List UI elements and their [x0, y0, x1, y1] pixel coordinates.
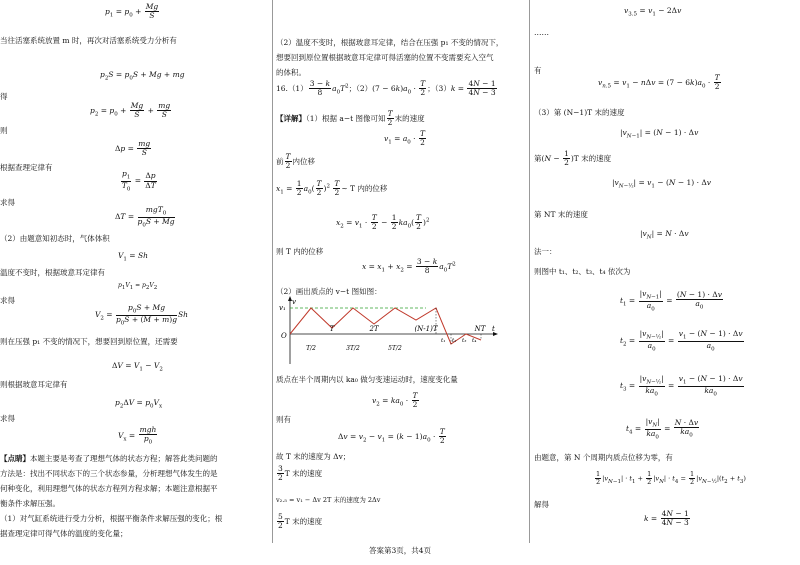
- note-line: （1）对气缸系统进行受力分析，根据平衡条件求解压强的变化；根: [0, 514, 223, 523]
- eq-p1-def: $p_1 = p_0$ + $\frac{Mg}{S}$: [105, 2, 159, 21]
- eq-v2: $v_2 = ka_0$ · $\frac{T}{2}$: [372, 391, 418, 410]
- v1-label: v₁: [279, 304, 286, 312]
- text-line: 故 T 末的速度为 Δv；: [276, 452, 351, 461]
- eq-displacement: $\frac{1}{2}$ $|v_{N-1}| \cdot t_1$ + $\frac{1}{2}$ $|v_N| \cdot t_4$ = $\frac{1}{2}$ $|v_{N-\frac{1}{2}}|(t_2 + t_3)$: [596, 470, 746, 487]
- page-footer: 答案第3页，共4页: [368, 546, 432, 555]
- sub-label: t₃: [462, 338, 467, 344]
- text-line: 求得: [0, 296, 15, 305]
- text-line: 则在压强 p₁ 不变的情况下，想要回到原位置，还需要: [0, 337, 178, 346]
- detail-tag: 【详解】: [276, 113, 306, 123]
- eq-boyle: $p_1V_1 = p_2V_2$: [118, 282, 158, 292]
- eq-t3: $t_3$ = $\frac{|v_{N-\frac{1}{2}}|}{ka_0}$ = $\frac{v_1 - (N - 1) \cdot \Delta v}{ka_0}$: [620, 374, 743, 398]
- text-line: 【详解】（1）根据 a−t 图像可知 $\frac{T}{2}$ 末的速度: [276, 109, 425, 128]
- column-divider: [272, 0, 273, 543]
- eq-vn: $v_{n.5} = v_1 - n\Delta v = (7 - 6k)a_0$ · $\frac{T}{2}$: [598, 73, 720, 92]
- eq-delta-v: $\Delta v = v_2 - v_1 = (k - 1)a_0$ · $\frac{T}{2}$: [338, 427, 445, 446]
- eq-v1: $v_1 = a_0$ · $\frac{T}{2}$: [384, 129, 425, 148]
- eq-v-n: $|v_N| = N \cdot \Delta v$: [640, 229, 689, 241]
- text-line: （2）温度不变时，根据玻意耳定律，结合在压强 p₁ 不变的情况下，: [276, 38, 504, 47]
- column-divider: [529, 0, 530, 543]
- eq-v2: $V_2$ = $\frac{p_0S + Mg}{p_0S + (M + m)g}$ Sh: [95, 303, 189, 327]
- text-line: ……: [534, 28, 549, 37]
- sub-label: t₂: [452, 338, 457, 344]
- mark-label: T: [329, 325, 335, 333]
- text-line: 则有: [276, 415, 291, 424]
- tick-label: 3T/2: [346, 345, 360, 352]
- text-line: （3）第 (N−1)T 末的速度: [534, 108, 625, 117]
- note-line: 何种变化，利用理想气体的状态方程列方程求解；本题注意根据平: [0, 484, 218, 493]
- origin-label: O: [281, 332, 287, 340]
- eq-v35: $v_{3.5} = v_1 - 2\Delta v$: [624, 6, 682, 18]
- text-line: （2）由题意知初态时，气体体积: [0, 234, 110, 243]
- note-line: 方法是：找出不同状态下的三个状态参量，分析理想气体发生的是: [0, 469, 218, 478]
- note-line: 衡条件求解压强。: [0, 499, 60, 508]
- sub-label: t₄: [472, 338, 477, 344]
- column-3: [532, 0, 794, 540]
- note-tag: 【点睛】: [0, 454, 30, 463]
- text-line: 则 T 内的位移: [276, 247, 324, 256]
- eq-delta-v: $\Delta V = V_1 - V_2$: [112, 361, 163, 373]
- t-axis-label: t: [492, 325, 495, 333]
- text-line: 温度不变时，根据玻意耳定律有: [0, 268, 105, 277]
- text-line: 由题意，第 N 个周期内质点位移为零，有: [534, 453, 673, 462]
- eq-t1: $t_1$ = $\frac{|v_{N-1}|}{a_0}$ = $\frac{(N - 1) \cdot \Delta v}{a_0}$: [620, 289, 722, 313]
- eq-t4: $t_4$ = $\frac{|v_N|}{ka_0}$ = $\frac{N \cdot \Delta v}{ka_0}$: [626, 417, 699, 441]
- text-line: 根据查理定律有: [0, 163, 53, 172]
- mark-label: 2T: [369, 325, 379, 333]
- text-line: 得: [0, 92, 8, 101]
- note-line: 据查理定律可得气体的温度的变化量；: [0, 529, 128, 538]
- text-line: 则图中 t₁、t₂、t₃、t₄ 依次为: [534, 267, 631, 276]
- text-line: 则根据玻意耳定律有: [0, 380, 68, 389]
- eq-x-total: $x = x_1 + x_2$ = $\frac{3 - k}{8}$ $a_0T^2$: [362, 257, 456, 276]
- eq-v1: $V_1 = Sh$: [118, 251, 148, 263]
- eq-delta-p: Δp = $\frac{mg}{S}$: [115, 139, 151, 158]
- text-line: 第(N − $\frac{1}{2}$ )T 末的速度: [534, 149, 612, 168]
- eq-v-nhalf: $|v_{N-\frac{1}{2}}| = v_1 - (N - 1) \cdot \Delta v$: [612, 178, 712, 190]
- eq-x2: $x_2 = v_1$ · $\frac{T}{2}$ − $\frac{1}{2}$ $ka_0$( $\frac{T}{2}$ )$^2$: [336, 213, 430, 232]
- eq-v-n1: $|v_{N-1}| = (N - 1) \cdot \Delta v$: [620, 128, 699, 140]
- column-1: [0, 0, 268, 540]
- text-line: （2）画出质点的 v−t 图如图：: [276, 287, 382, 296]
- text-line: $\frac{3}{2}$ T 末的速度: [278, 464, 323, 483]
- eq-delta-t: ΔT = $\frac{mgT_0}{p_0S + Mg}$: [115, 205, 175, 229]
- text-line: v₂.₅ = v₁ − Δv 2T 末的速度为 2Δv: [276, 496, 381, 504]
- text-line: 求得: [0, 414, 15, 423]
- text-line: $\frac{5}{2}$ T 末的速度: [278, 512, 323, 531]
- note-line: [0, 454, 218, 463]
- tick-label: T/2: [306, 345, 316, 352]
- text-line: 的体积。: [276, 68, 306, 77]
- eq-boyle-2: $p_2\Delta V = p_0V_x$: [115, 398, 163, 410]
- text-line: 有: [534, 66, 542, 75]
- eq-t2: $t_2$ = $\frac{|v_{N-\frac{1}{2}}|}{a_0}$ = $\frac{v_1 - (N - 1) \cdot \Delta v}{a_0}$: [620, 329, 743, 353]
- text-line: 求得: [0, 198, 15, 207]
- mark-label: (N-1)T: [414, 325, 438, 333]
- text-line: 解得: [534, 500, 549, 509]
- text-line: 第 NT 末的速度: [534, 210, 588, 219]
- vt-graph: [276, 296, 500, 368]
- text-line: 前 $\frac{T}{2}$ 内位移: [276, 152, 316, 171]
- text-line: 想要回到原位置根据玻意耳定律可得活塞的位置不变需要充入空气: [276, 53, 494, 62]
- eq-p2: $p_2 = p_0$ + $\frac{Mg}{S}$ + $\frac{mg}{S}$: [90, 101, 171, 120]
- note-text: 本题主要是考查了理想气体的状态方程；解答此类问题的: [30, 454, 218, 463]
- eq-x1: $x_1$ = $\frac{1}{2}$ $a_0$( $\frac{T}{2}$ )$^2$ $\frac{T}{2}$ ~ T 内的位移: [276, 179, 388, 198]
- eq-k-solution: k = $\frac{4N - 1}{4N - 3}$: [644, 509, 689, 528]
- answer-line: 16.（1） $\frac{3 - k}{8}$ $a_0T^2$；$(2)(7 - 6k)a_0$ · $\frac{T}{2}$ ；（3）k = $\frac{4N - 1}{4N - 3}$: [276, 79, 496, 98]
- eq-force-balance: $p_2S = p_0S + Mg$ + mg: [100, 70, 185, 82]
- eq-charles: $\frac{p_1}{T_0}$ = $\frac{\Delta p}{\Delta T}$: [121, 169, 156, 193]
- text-line: 质点在半个周期内以 ka₀ 做匀变速运动时，速度变化量: [276, 375, 458, 384]
- text-line: 则: [0, 126, 8, 135]
- text-line: 当往活塞系统放置 m 时，再次对活塞系统受力分析有: [0, 36, 177, 45]
- eq-vx: $V_x$ = $\frac{\text{mgh}}{p_0}$: [118, 425, 157, 446]
- tick-label: 5T/2: [388, 345, 402, 352]
- text-line: 法一：: [534, 247, 557, 256]
- sub-label: t₁: [441, 338, 446, 344]
- column-2: [276, 0, 526, 540]
- v-axis-label: v: [292, 298, 296, 306]
- mark-label: NT: [474, 325, 486, 333]
